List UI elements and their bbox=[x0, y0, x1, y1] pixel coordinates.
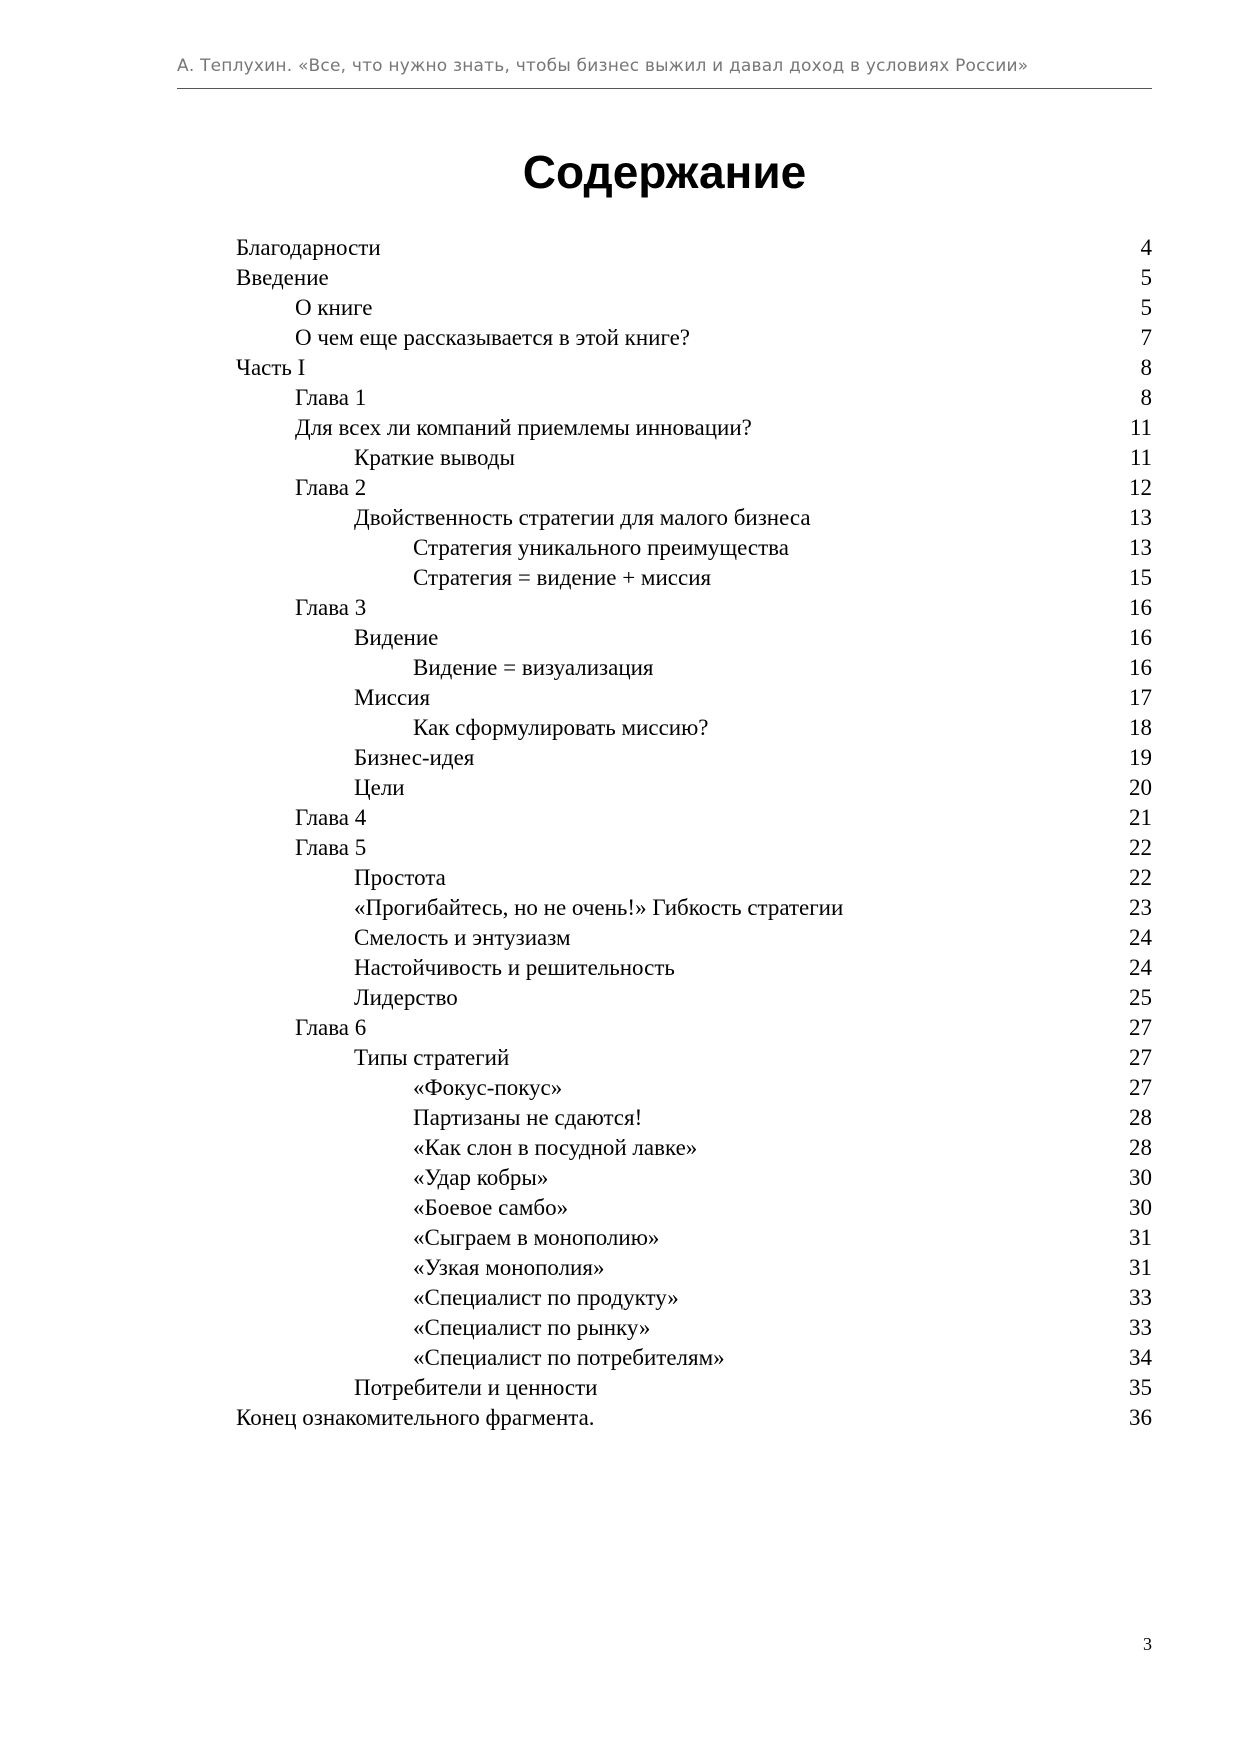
table-of-contents bbox=[236, 233, 1152, 1433]
toc-entry-title: Миссия bbox=[354, 685, 431, 710]
toc-entry-title: Конец ознакомительного фрагмента. bbox=[236, 1405, 595, 1430]
toc-entry-title: «Специалист по рынку» bbox=[413, 1315, 651, 1340]
toc-entry bbox=[236, 1313, 1152, 1343]
toc-entry-page: 20 bbox=[1129, 775, 1152, 800]
toc-entry bbox=[236, 653, 1152, 683]
toc-entry-page: 12 bbox=[1129, 475, 1152, 500]
toc-entry-title: «Фокус-покус» bbox=[413, 1075, 563, 1100]
toc-entry bbox=[236, 1283, 1152, 1313]
toc-entry bbox=[236, 743, 1152, 773]
toc-entry bbox=[236, 1133, 1152, 1163]
toc-entry-page: 35 bbox=[1129, 1375, 1152, 1400]
toc-entry bbox=[236, 1223, 1152, 1253]
toc-entry bbox=[236, 1103, 1152, 1133]
toc-entry-title: «Прогибайтесь, но не очень!» Гибкость стратегии bbox=[354, 895, 844, 920]
toc-entry-page: 24 bbox=[1129, 925, 1152, 950]
toc-entry-title: Потребители и ценности bbox=[354, 1375, 598, 1400]
page-number: 3 bbox=[1143, 1634, 1152, 1654]
toc-entry bbox=[236, 623, 1152, 653]
toc-entry bbox=[236, 383, 1152, 413]
toc-entry-page: 19 bbox=[1129, 745, 1152, 770]
toc-entry-title: «Удар кобры» bbox=[413, 1165, 549, 1190]
toc-entry-page: 30 bbox=[1129, 1195, 1152, 1220]
toc-entry bbox=[236, 1043, 1152, 1073]
toc-entry bbox=[236, 953, 1152, 983]
toc-entry-page: 27 bbox=[1129, 1015, 1152, 1040]
toc-entry bbox=[236, 323, 1152, 353]
toc-entry bbox=[236, 413, 1152, 443]
toc-entry bbox=[236, 443, 1152, 473]
toc-entry-page: 18 bbox=[1129, 715, 1152, 740]
toc-entry-title: Настойчивость и решительность bbox=[354, 955, 675, 980]
toc-entry-page: 28 bbox=[1129, 1105, 1152, 1130]
toc-entry-page: 21 bbox=[1129, 805, 1152, 830]
toc-entry bbox=[236, 593, 1152, 623]
toc-entry bbox=[236, 533, 1152, 563]
toc-entry bbox=[236, 773, 1152, 803]
toc-entry-page: 11 bbox=[1129, 415, 1152, 440]
toc-entry bbox=[236, 833, 1152, 863]
toc-entry-title: Краткие выводы bbox=[354, 445, 515, 470]
toc-entry bbox=[236, 1403, 1152, 1433]
toc-entry-page: 25 bbox=[1129, 985, 1152, 1010]
toc-entry-page: 28 bbox=[1129, 1135, 1152, 1160]
toc-entry bbox=[236, 863, 1152, 893]
toc-entry-title: Введение bbox=[236, 265, 329, 290]
toc-entry-title: «Специалист по потребителям» bbox=[413, 1345, 725, 1370]
toc-entry-title: «Боевое самбо» bbox=[413, 1195, 569, 1220]
toc-entry-page: 31 bbox=[1129, 1225, 1152, 1250]
toc-entry-page: 36 bbox=[1129, 1405, 1152, 1430]
toc-entry-title: Глава 1 bbox=[295, 385, 367, 410]
toc-entry bbox=[236, 1253, 1152, 1283]
toc-entry-title: «Как слон в посудной лавке» bbox=[413, 1135, 698, 1160]
toc-entry-title: Для всех ли компаний приемлемы инновации? bbox=[295, 415, 752, 440]
toc-entry-title: «Сыграем в монополию» bbox=[413, 1225, 660, 1250]
toc-entry-page: 27 bbox=[1129, 1075, 1152, 1100]
toc-entry-title: Видение bbox=[354, 625, 439, 650]
toc-entry-page: 33 bbox=[1129, 1285, 1152, 1310]
toc-entry bbox=[236, 713, 1152, 743]
toc-entry-page: 16 bbox=[1129, 595, 1152, 620]
toc-entry bbox=[236, 293, 1152, 323]
toc-entry-title: «Специалист по продукту» bbox=[413, 1285, 679, 1310]
page-title: Содержание bbox=[522, 146, 807, 198]
toc-entry-page: 22 bbox=[1129, 835, 1152, 860]
toc-entry-title: Бизнес-идея bbox=[354, 745, 475, 770]
toc-entry-title: Глава 3 bbox=[295, 595, 367, 620]
toc-entry-page: 27 bbox=[1129, 1045, 1152, 1070]
toc-entry bbox=[236, 683, 1152, 713]
toc-entry bbox=[236, 803, 1152, 833]
toc-entry-title: Лидерство bbox=[354, 985, 458, 1010]
toc-entry-page: 13 bbox=[1129, 505, 1152, 530]
toc-entry-title: Смелость и энтузиазм bbox=[354, 925, 571, 950]
toc-entry bbox=[236, 353, 1152, 383]
toc-entry-title: Стратегия = видение + миссия bbox=[413, 565, 712, 590]
toc-entry-title: Цели bbox=[354, 775, 405, 800]
toc-entry-title: О чем еще рассказывается в этой книге? bbox=[295, 325, 690, 350]
toc-entry bbox=[236, 503, 1152, 533]
toc-entry-title: Глава 5 bbox=[295, 835, 367, 860]
toc-entry bbox=[236, 923, 1152, 953]
toc-entry-title: Партизаны не сдаются! bbox=[413, 1105, 643, 1130]
toc-entry-page: 31 bbox=[1129, 1255, 1152, 1280]
toc-entry bbox=[236, 983, 1152, 1013]
toc-entry-title: Благодарности bbox=[236, 235, 381, 260]
toc-entry bbox=[236, 1343, 1152, 1373]
toc-entry bbox=[236, 1073, 1152, 1103]
toc-entry-page: 8 bbox=[1140, 355, 1152, 380]
toc-entry-title: Стратегия уникального преимущества bbox=[413, 535, 789, 560]
toc-entry bbox=[236, 1193, 1152, 1223]
toc-entry-page: 16 bbox=[1129, 625, 1152, 650]
toc-entry-page: 22 bbox=[1129, 865, 1152, 890]
toc-entry bbox=[236, 1013, 1152, 1043]
toc-entry-title: О книге bbox=[295, 295, 373, 320]
toc-entry-page: 24 bbox=[1129, 955, 1152, 980]
toc-entry-page: 34 bbox=[1129, 1345, 1152, 1370]
toc-entry-title: Глава 6 bbox=[295, 1015, 367, 1040]
toc-entry-title: Простота bbox=[354, 865, 446, 890]
toc-entry bbox=[236, 1163, 1152, 1193]
toc-entry-title: Глава 4 bbox=[295, 805, 367, 830]
toc-entry-page: 16 bbox=[1129, 655, 1152, 680]
running-header: А. Теплухин. «Все, что нужно знать, чтобы бизнес выжил и давал доход в условиях России» bbox=[177, 56, 1029, 76]
toc-entry bbox=[236, 563, 1152, 593]
toc-entry-page: 13 bbox=[1129, 535, 1152, 560]
toc-entry bbox=[236, 1373, 1152, 1403]
toc-entry-title: Типы стратегий bbox=[354, 1045, 510, 1070]
toc-entry-title: Глава 2 bbox=[295, 475, 367, 500]
toc-entry-page: 23 bbox=[1129, 895, 1152, 920]
toc-entry-page: 4 bbox=[1140, 235, 1152, 260]
toc-entry bbox=[236, 893, 1152, 923]
header-divider bbox=[177, 88, 1152, 89]
toc-entry-page: 33 bbox=[1129, 1315, 1152, 1340]
toc-entry-title: Двойственность стратегии для малого бизнеса bbox=[354, 505, 811, 530]
toc-entry-page: 30 bbox=[1129, 1165, 1152, 1190]
toc-entry-title: Видение = визуализация bbox=[413, 655, 654, 680]
toc-entry bbox=[236, 233, 1152, 263]
toc-entry-title: Как сформулировать миссию? bbox=[413, 715, 709, 740]
toc-entry-page: 5 bbox=[1140, 265, 1152, 290]
toc-entry-page: 15 bbox=[1129, 565, 1152, 590]
toc-entry-page: 17 bbox=[1129, 685, 1152, 710]
toc-entry-title: «Узкая монополия» bbox=[413, 1255, 605, 1280]
toc-entry bbox=[236, 473, 1152, 503]
toc-entry-page: 11 bbox=[1129, 445, 1152, 470]
toc-entry-page: 5 bbox=[1140, 295, 1152, 320]
toc-entry-page: 8 bbox=[1140, 385, 1152, 410]
toc-entry-page: 7 bbox=[1140, 325, 1152, 350]
toc-entry-title: Часть I bbox=[236, 355, 306, 380]
toc-entry bbox=[236, 263, 1152, 293]
